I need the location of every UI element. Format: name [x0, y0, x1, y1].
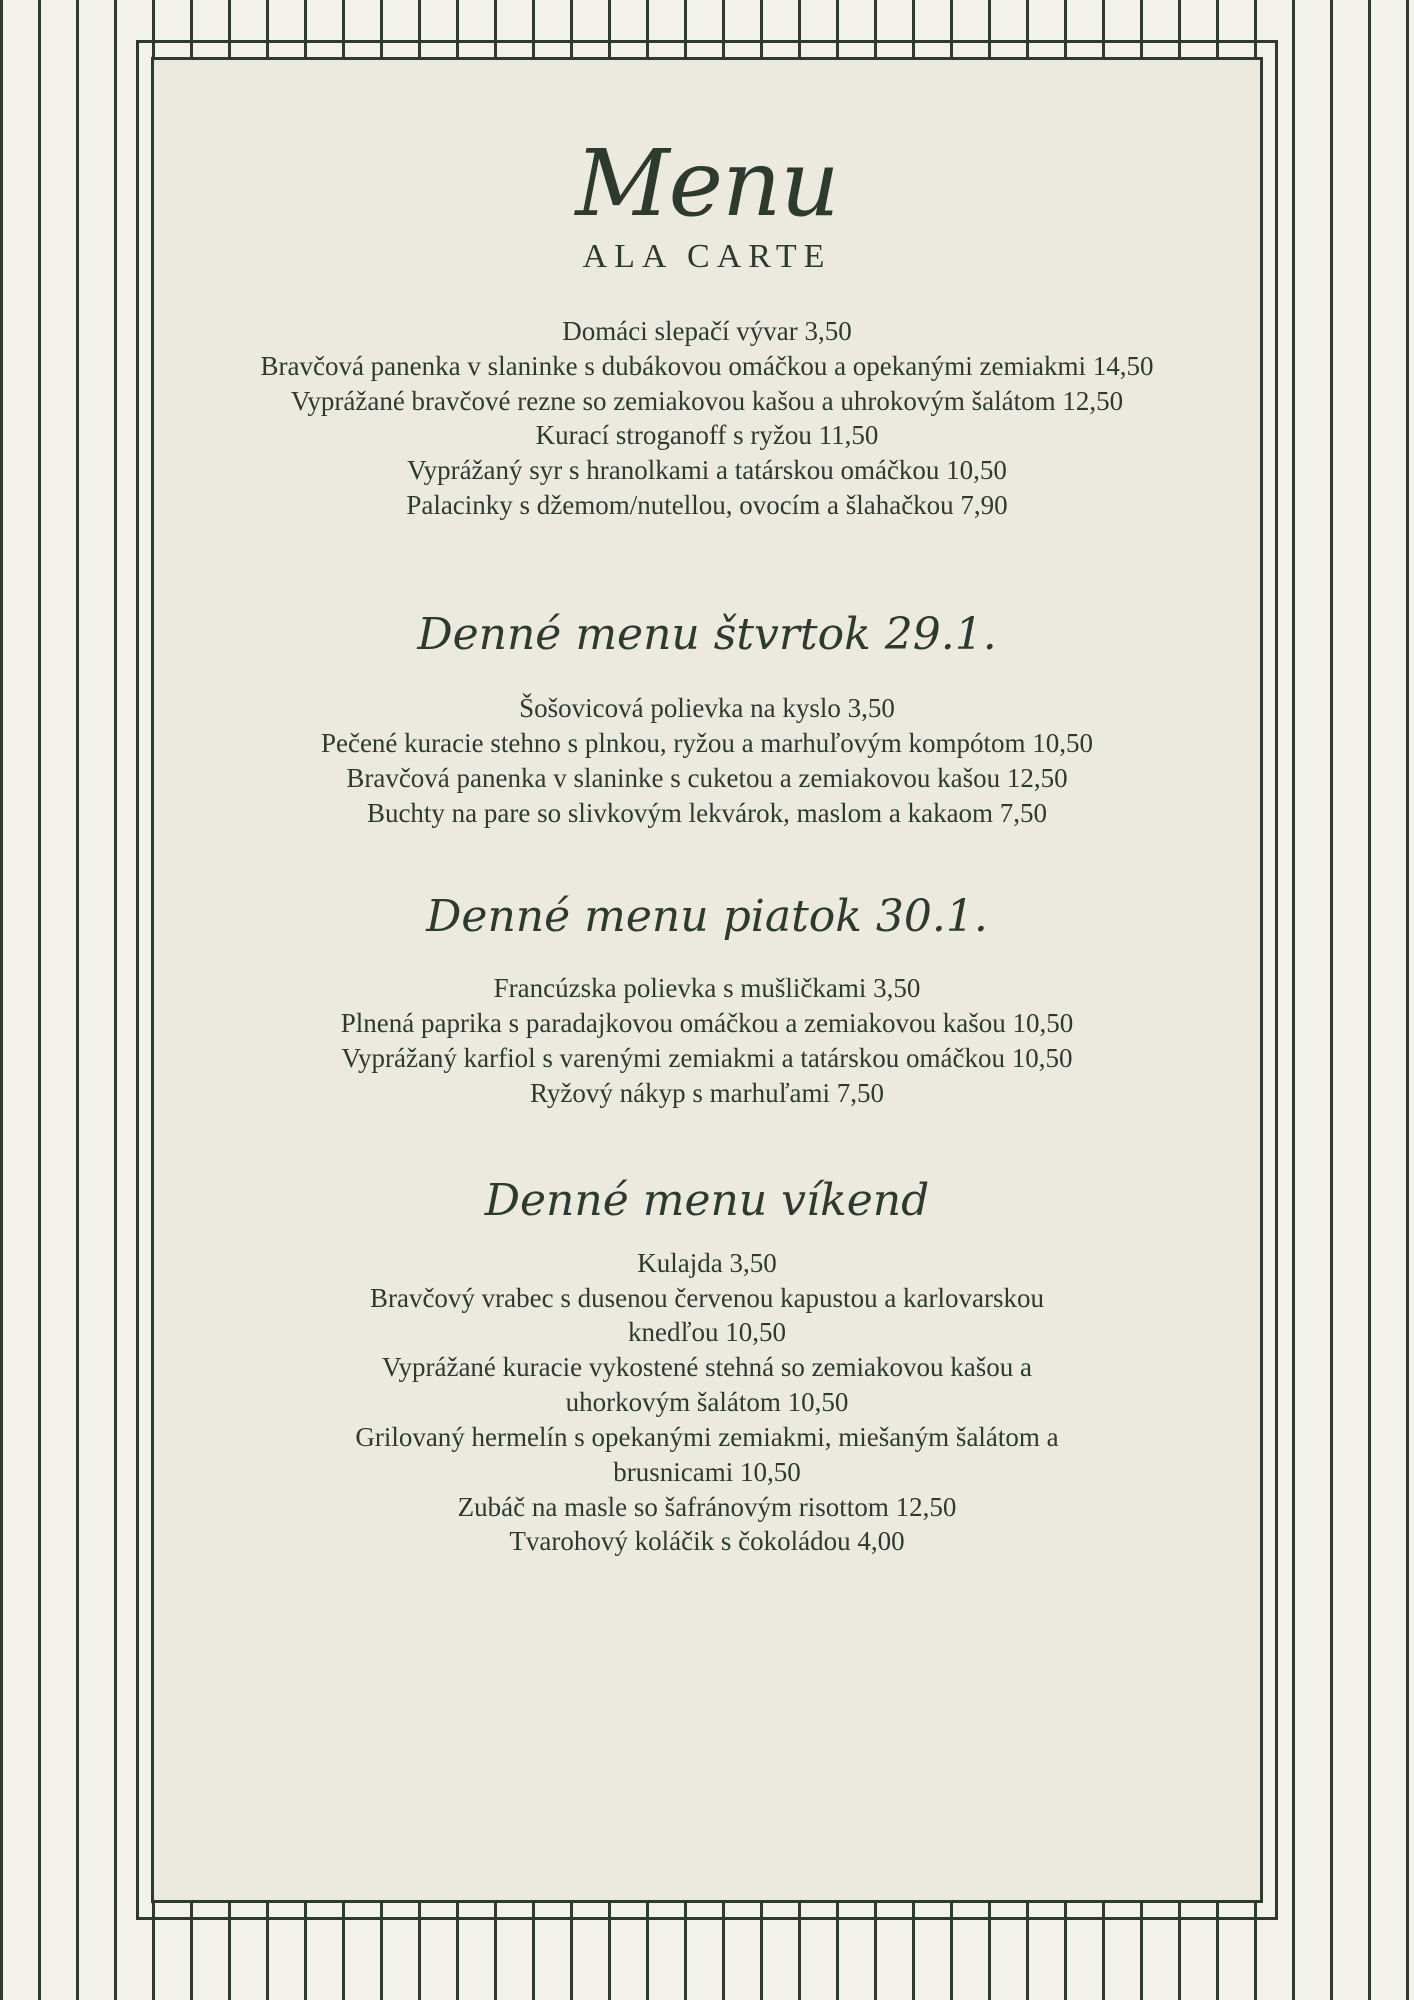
section-item-list: [209, 971, 1205, 1111]
ala-carte-item-list: [209, 314, 1205, 523]
menu-item: Domáci slepačí vývar 3,50: [562, 316, 852, 346]
menu-item: Pečené kuracie stehno s plnkou, ryžou a marhuľovým kompótom 10,50: [320, 728, 1094, 759]
menu-item: Vyprážané kuracie vykostené stehná so zemiakovou kašou a uhorkovým šalátom 10,50: [381, 1352, 1033, 1418]
menu-item: Bravčový vrabec s dusenou červenou kapustou a karlovarskou knedľou 10,50: [369, 1282, 1045, 1348]
menu-item: Kurací stroganoff s ryžou 11,50: [535, 420, 879, 451]
section-denne-menu-piatok: [209, 890, 1205, 1112]
section-denne-menu-vikend: [209, 1177, 1205, 1559]
menu-item: Vyprážaný karfiol s varenými zemiakmi a tatárskou omáčkou 10,50: [341, 1043, 1073, 1074]
menu-item: Vyprážané bravčové rezne so zemiakovou kašou a uhrokovým šalátom 12,50: [290, 385, 1124, 416]
menu-item: Vyprážaný syr s hranolkami a tatárskou omáčkou 10,50: [407, 455, 1007, 486]
section-item-list: [209, 691, 1205, 830]
section-heading: Denné menu víkend: [484, 1175, 930, 1227]
page-title: Menu: [575, 130, 839, 237]
section-heading: Denné menu štvrtok 29.1.: [417, 608, 997, 660]
menu-item: Šošovicová polievka na kyslo 3,50: [519, 693, 895, 724]
section-item-list: [209, 1246, 1205, 1559]
menu-item: Buchty na pare so slivkovým lekvárok, maslom a kakaom 7,50: [366, 797, 1048, 828]
menu-item: Kulajda 3,50: [637, 1247, 777, 1278]
menu-item: Grilovaný hermelín s opekanými zemiakmi, miešaným šalátom a brusnicami 10,50: [355, 1421, 1059, 1487]
menu-item: Zubáč na masle so šafránovým risottom 12,50: [457, 1491, 957, 1522]
menu-item: Francúzska polievka s mušličkami 3,50: [493, 973, 921, 1004]
section-heading: Denné menu piatok 30.1.: [426, 890, 988, 942]
menu-item: Palacinky s džemom/nutellou, ovocím a šlahačkou 7,90: [406, 490, 1008, 521]
menu-content: [154, 60, 1260, 1900]
menu-item: Bravčová panenka v slaninke s cuketou a zemiakovou kašou 12,50: [346, 763, 1068, 794]
menu-panel: [151, 57, 1263, 1903]
menu-item: Bravčová panenka v slaninke s dubákovou omáčkou a opekanými zemiakmi 14,50: [260, 350, 1154, 381]
menu-item: Tvarohový koláčik s čokoládou 4,00: [509, 1526, 905, 1557]
menu-item: Plnená paprika s paradajkovou omáčkou a zemiakovou kašou 10,50: [340, 1008, 1074, 1039]
page-subtitle: ALA CARTE: [582, 238, 832, 275]
menu-item: Ryžový nákyp s marhuľami 7,50: [529, 1078, 885, 1109]
section-denne-menu-stvrtok: [209, 608, 1205, 831]
